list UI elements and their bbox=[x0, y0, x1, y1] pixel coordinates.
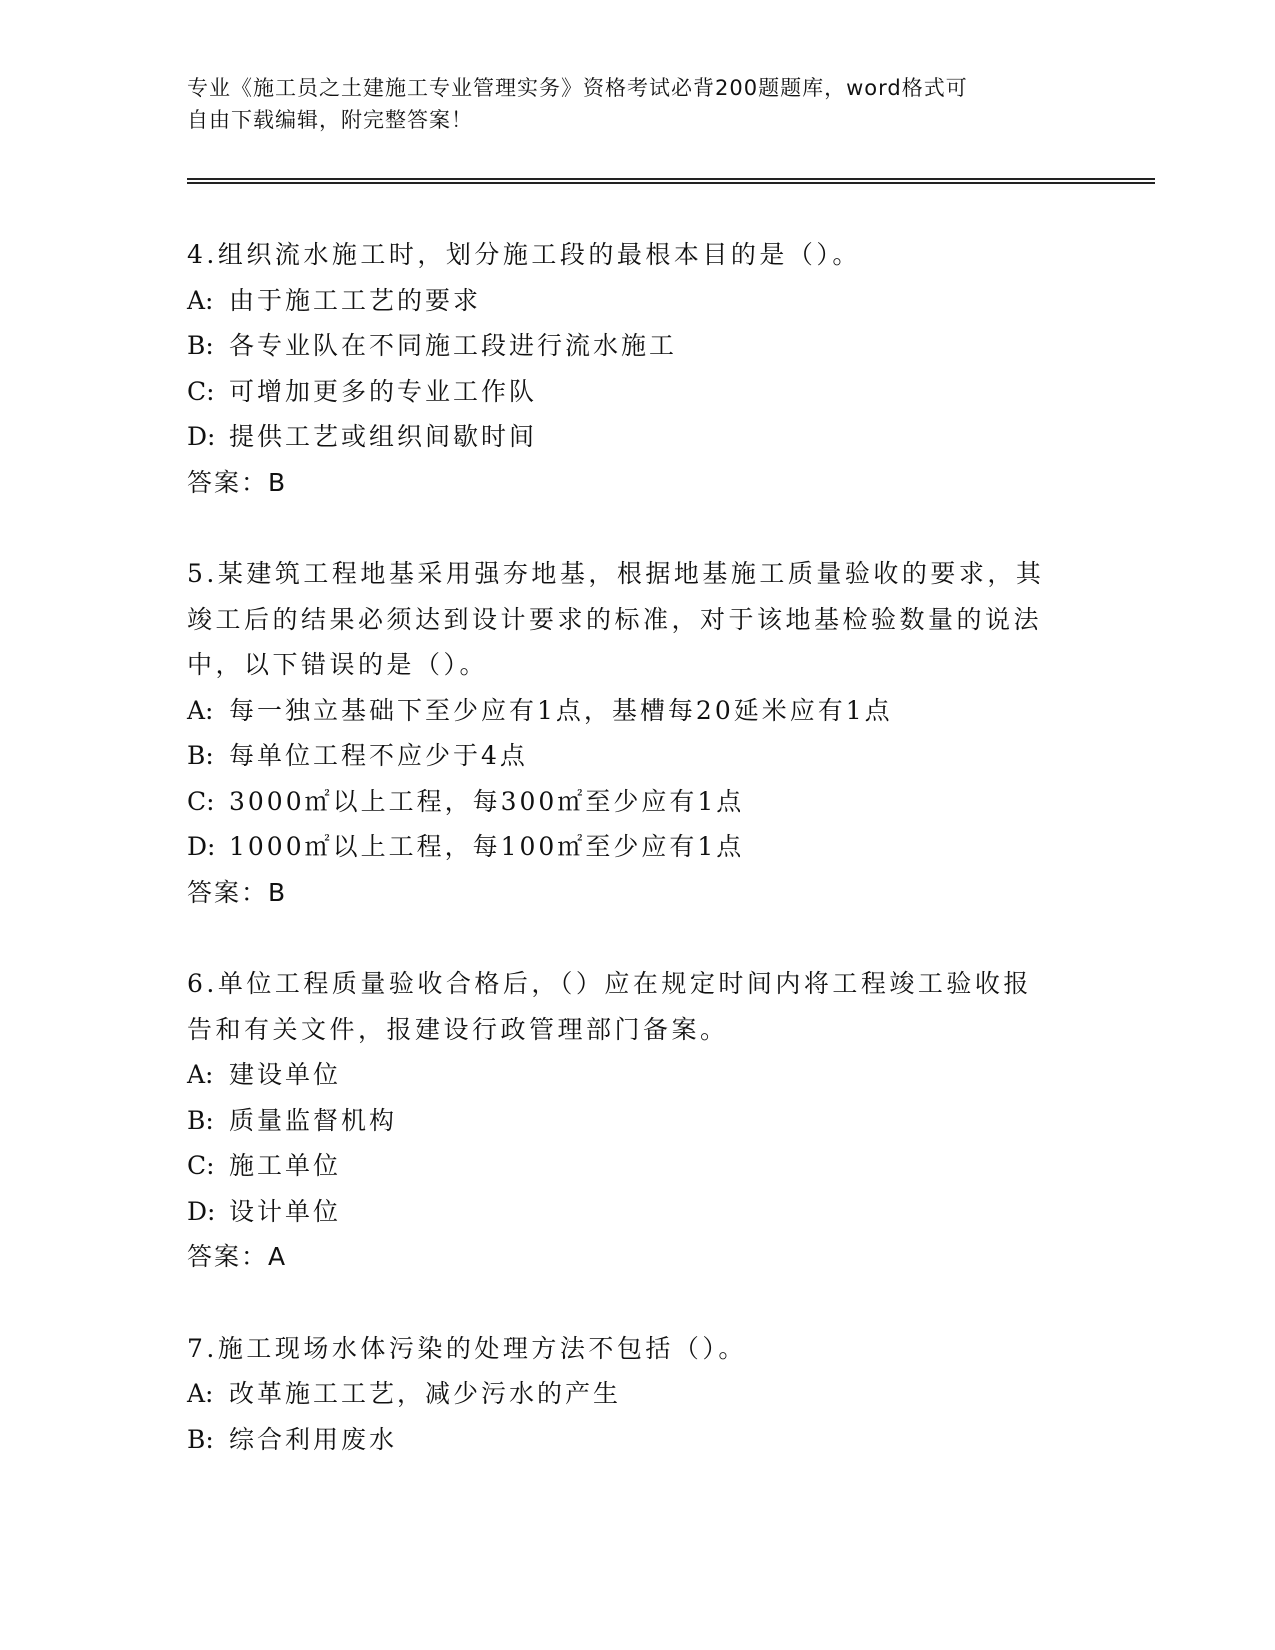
question-5-text-line-1: 5.某建筑工程地基采用强夯地基，根据地基施工质量验收的要求，其 bbox=[187, 559, 1045, 588]
question-6-text-line-1: 6.单位工程质量验收合格后，（）应在规定时间内将工程竣工验收报 bbox=[187, 969, 1032, 998]
option-text: 综合利用废水 bbox=[229, 1424, 398, 1454]
question-7 bbox=[187, 1326, 1067, 1463]
question-5-option-c bbox=[187, 779, 1067, 825]
question-6-option-c bbox=[187, 1143, 1067, 1189]
question-6-option-d bbox=[187, 1189, 1067, 1235]
option-text: 施工单位 bbox=[229, 1151, 342, 1180]
question-5-option-b bbox=[187, 733, 1067, 779]
option-label: A: bbox=[187, 1379, 214, 1408]
option-text: 每单位工程不应少于4点 bbox=[229, 741, 528, 770]
question-7-option-a bbox=[187, 1371, 1067, 1417]
header-rule-top bbox=[187, 178, 1155, 180]
option-text: 建设单位 bbox=[229, 1060, 342, 1089]
option-label: C: bbox=[187, 376, 215, 406]
option-label: D: bbox=[187, 1196, 216, 1226]
question-5-option-a bbox=[187, 688, 1067, 734]
question-4 bbox=[187, 232, 1067, 505]
option-text: 各专业队在不同施工段进行流水施工 bbox=[229, 331, 678, 360]
option-label: A: bbox=[187, 285, 214, 315]
option-label: C: bbox=[187, 1151, 215, 1180]
option-text: 由于施工工艺的要求 bbox=[229, 285, 482, 315]
option-text: 每一独立基础下至少应有1点，基槽每20延米应有1点 bbox=[229, 695, 893, 725]
option-label: D: bbox=[187, 422, 216, 451]
question-5-text-line-3: 中，以下错误的是（）。 bbox=[187, 650, 489, 679]
header-rule-bottom bbox=[187, 182, 1155, 184]
question-4-option-a bbox=[187, 278, 1067, 324]
option-text: 改革施工工艺，减少污水的产生 bbox=[229, 1379, 622, 1408]
option-label: B: bbox=[187, 1424, 214, 1454]
question-6-text-line-2: 告和有关文件，报建设行政管理部门备案。 bbox=[187, 1014, 729, 1044]
option-label: B: bbox=[187, 331, 214, 360]
option-text: 3000㎡以上工程，每300㎡至少应有1点 bbox=[229, 786, 745, 816]
question-5-answer: 答案：B bbox=[187, 877, 288, 907]
option-label: B: bbox=[187, 1105, 214, 1135]
option-label: A: bbox=[187, 1060, 214, 1089]
option-text: 设计单位 bbox=[229, 1196, 342, 1226]
question-4-option-b bbox=[187, 323, 1067, 369]
question-4-answer: 答案：B bbox=[187, 467, 288, 497]
option-label: A: bbox=[187, 695, 214, 725]
question-4-text: 4.组织流水施工时，划分施工段的最根本目的是（）。 bbox=[187, 240, 861, 269]
option-label: C: bbox=[187, 786, 215, 816]
question-5 bbox=[187, 551, 1067, 915]
question-6-answer: 答案：A bbox=[187, 1242, 288, 1271]
option-label: B: bbox=[187, 741, 214, 770]
option-text: 可增加更多的专业工作队 bbox=[229, 376, 538, 406]
document-header bbox=[187, 72, 1067, 136]
question-list bbox=[187, 232, 1067, 1508]
question-6 bbox=[187, 961, 1067, 1280]
header-line-2: 自由下载编辑，附完整答案！ bbox=[187, 108, 473, 132]
question-5-text-line-2: 竣工后的结果必须达到设计要求的标准，对于该地基检验数量的说法 bbox=[187, 604, 1043, 634]
question-5-option-d bbox=[187, 824, 1067, 870]
question-7-option-b bbox=[187, 1417, 1067, 1463]
header-line-1: 专业《施工员之土建施工专业管理实务》资格考试必背200题题库，word格式可 bbox=[187, 76, 968, 100]
question-6-option-a bbox=[187, 1052, 1067, 1098]
option-text: 质量监督机构 bbox=[229, 1105, 398, 1135]
option-text: 提供工艺或组织间歇时间 bbox=[229, 422, 538, 451]
option-text: 1000㎡以上工程，每100㎡至少应有1点 bbox=[229, 832, 745, 861]
question-4-option-d bbox=[187, 414, 1067, 460]
question-4-option-c bbox=[187, 369, 1067, 415]
question-7-text: 7.施工现场水体污染的处理方法不包括（）。 bbox=[187, 1333, 747, 1363]
option-label: D: bbox=[187, 832, 216, 861]
question-6-option-b bbox=[187, 1098, 1067, 1144]
